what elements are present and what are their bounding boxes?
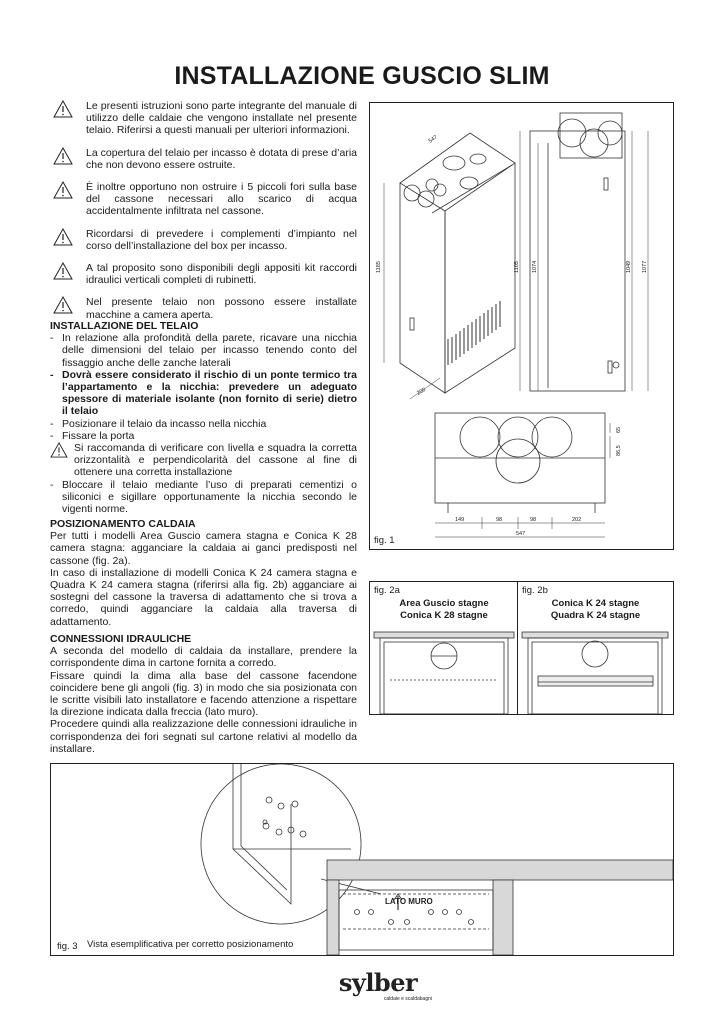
warning-item [50,100,357,137]
section-heading: INSTALLAZIONE DEL TELAIO [50,320,199,332]
paragraph: Fissare quindi la dima alla base del cassone facendone coincidere bene gli angoli (fig. 3) in modo che sia posizionata con le scritte visibili lato installatore e facendo attenzione a rispettare la direzione indicata dalla freccia (lato muro). [50,669,357,719]
figure-3 [50,763,674,956]
list-item: - Dovrà essere considerato il rischio di un ponte termico tra l’appartamento e la nicchia: prevedere un adeguato spessore di materiale isolante (non fornito di serie) dietro il telaio [50,369,357,418]
list-item: - Posizionare il telaio da incasso nella nicchia [50,418,357,430]
warning-triangle-icon [53,228,73,246]
figure-1 [369,102,674,550]
list-item: - Fissare la porta [50,430,357,442]
dim-height-left: 1185 [376,261,382,273]
dim-seg-3: 98 [530,517,537,523]
warning-item [50,262,357,286]
dim-seg-2: 98 [496,517,503,523]
dim-top-width: 547 [427,134,439,145]
figure-1-drawing [370,103,673,549]
figure-2a [369,581,519,715]
dim-plan-b: 86,5 [616,445,622,456]
figure-heading-line2: Quadra K 24 stagne [550,610,641,621]
warning-text: A tal proposito sono disponibili degli appositi kit raccordi idraulici verticali completi di rubinetti. [86,262,357,287]
figure-2a-drawing [370,582,518,714]
lato-muro-label: LATO MURO [385,897,433,906]
section-heading: POSIZIONAMENTO CALDAIA [50,518,196,530]
logo-tagline: caldaie e scaldabagni [383,996,432,1002]
warning-item [50,228,357,252]
warning-triangle-icon [53,100,73,118]
figure-label: fig. 1 [374,535,395,546]
figure-label: fig. 2a [374,585,400,596]
warning-text: È inoltre opportuno non ostruire i 5 piccoli fori sulla base del cassone necessari allo scarico di acqua accidentalmente infiltrata nel cassone. [86,181,357,218]
section-heading: CONNESSIONI IDRAULICHE [50,633,192,645]
dim-total: 547 [516,531,526,537]
list-item: - In relazione alla profondità della parete, ricavare una nicchia delle dimensioni del telaio per incasso tenendo conto del fissaggio anche delle zanche laterali [50,332,357,369]
warning-text: La copertura del telaio per incasso è dotata di prese d’aria che non devono essere ostruite. [86,146,357,171]
figure-label: fig. 2b [522,585,548,596]
section-idrauliche [50,633,357,755]
paragraph: A seconda del modello di caldaia da installare, prendere la corrispondente dima in cartone fornita a corredo. [50,645,357,670]
dim-height-a: 1105 [514,261,520,273]
figure-2b [517,581,674,715]
warning-triangle-icon [53,262,73,280]
dim-depth: 200 [416,386,427,397]
dim-seg-4: 202 [572,517,582,523]
warning-item [50,296,357,320]
warning-item [50,442,357,479]
page-title: INSTALLAZIONE GUSCIO SLIM [174,62,550,90]
paragraph: Procedere quindi alla realizzazione delle connessioni idrauliche in corrispondenza dei fori segnati sul cartone relativi al modello da installare. [50,718,357,755]
warning-text: Le presenti istruzioni sono parte integrante del manuale di utilizzo delle caldaie che vengono installate nel presente telaio. Riferirsi a questi manuali per ulteriori informazioni. [86,100,357,137]
dim-height-c: 1049 [626,260,632,273]
dim-height-b: 1074 [532,260,538,273]
warning-item [50,147,357,171]
section-telaio [50,320,357,515]
figure-3-drawing [51,764,673,955]
sylber-logo [318,970,438,1010]
logo-wordmark: sylber [338,968,418,997]
warning-triangle-icon [53,181,73,199]
warning-item [50,181,357,218]
section-caldaia [50,518,357,628]
figure-2b-drawing [518,582,673,714]
warning-text: Si raccomanda di verificare con livella e squadra la corretta orizzontalità e perpendicolarità del cassone al fine di ottenere una corretta installazione [74,442,357,479]
list-item: - Bloccare il telaio mediante l’uso di preparati cementizi o siliconici e sigillare opportunamente la nicchia secondo le vigenti norme. [50,479,357,516]
warning-triangle-icon [53,147,73,165]
figure-label: fig. 3 [57,941,78,952]
warning-text: Ricordarsi di prevedere i complementi d’impianto nel corso dell’installazione del box per incasso. [86,227,357,252]
warning-triangle-icon [50,442,68,458]
figure-heading-line1: Area Guscio stagne [399,598,489,609]
figure-caption: Vista esemplificativa per corretto posizionamento [87,939,294,950]
warning-text: Nel presente telaio non possono essere installate macchine a camera aperta. [86,296,357,321]
dim-height-d: 1077 [642,260,648,273]
warning-list [50,100,357,331]
paragraph: In caso di installazione di modelli Conica K 24 camera stagna e Quadra K 24 camera stagna (riferirsi alla fig. 2b) agganciare ai sostegni del cassone la traversa di adattamento che si trova a corredo, quindi agganciare la caldaia alla traversa di adattamento. [50,566,357,628]
figure-heading-line1: Conica K 24 stagne [551,598,640,609]
warning-triangle-icon [53,296,73,314]
dim-plan-a: 65 [616,426,622,433]
paragraph: Per tutti i modelli Area Guscio camera stagna e Conica K 28 camera stagna: agganciare la caldaia ai ganci predisposti nel cassone (fig. 2a). [50,530,357,567]
dim-seg-1: 149 [455,517,465,523]
figure-heading-line2: Conica K 28 stagne [400,610,488,621]
